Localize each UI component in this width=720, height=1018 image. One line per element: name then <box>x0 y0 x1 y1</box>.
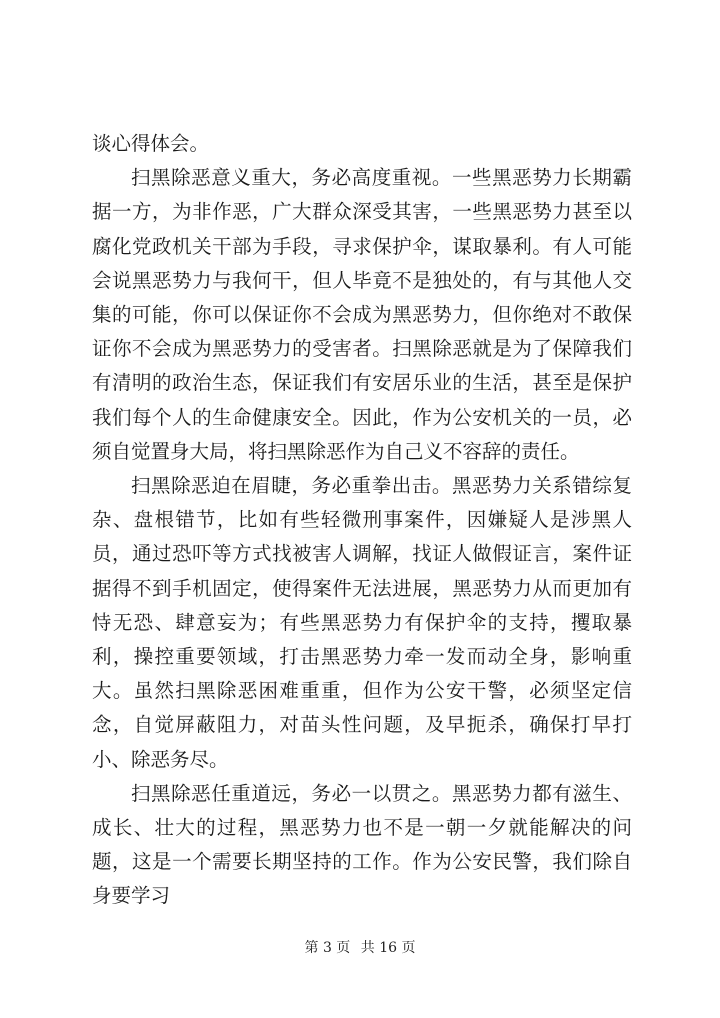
paragraph-4: 扫黑除恶任重道远，务必一以贯之。黑恶势力都有滋生、成长、壮大的过程，黑恶势力也不是一朝一夕就能解决的问题，这是一个需要长期坚持的工作。作为公安民警，我们除自身要学习 <box>92 781 632 908</box>
paragraph-1: 谈心得体会。 <box>92 132 210 155</box>
paragraph-3: 扫黑除恶迫在眉睫，务必重拳出击。黑恶势力关系错综复杂、盘根错节，比如有些轻微刑事案件，因嫌疑人是涉黑人员，通过恐吓等方式找被害人调解，找证人做假证言，案件证据得不到手机固定，使得案件无法进展，黑恶势力从而更加有恃无恐、肆意妄为；有些黑恶势力有保护伞的支持，攫取暴利，操控重要领域，打击黑恶势力牵一发而动全身，影响重大。虽然扫黑除恶困难重重，但作为公安干警，必须坚定信念，自觉屏蔽阻力，对苗头性问题，及早扼杀，确保打早打小、除恶务尽。 <box>92 474 632 771</box>
paragraph-2: 扫黑除恶意义重大，务必高度重视。一些黑恶势力长期霸据一方，为非作恶，广大群众深受其害，一些黑恶势力甚至以腐化党政机关干部为手段，寻求保护伞，谋取暴利。有人可能会说黑恶势力与我何干，但人毕竟不是独处的，有与其他人交集的可能，你可以保证你不会成为黑恶势力，但你绝对不敢保证你不会成为黑恶势力的受害者。扫黑除恶就是为了保障我们有清明的政治生态，保证我们有安居乐业的生活，甚至是保护我们每个人的生命健康安全。因此，作为公安机关的一员，必须自觉置身大局，将扫黑除恶作为自己义不容辞的责任。 <box>92 166 632 463</box>
page-number: 第 3 页 <box>304 940 351 956</box>
page-total: 共 16 页 <box>360 940 416 956</box>
page-footer <box>0 938 720 958</box>
document-body <box>92 127 632 914</box>
